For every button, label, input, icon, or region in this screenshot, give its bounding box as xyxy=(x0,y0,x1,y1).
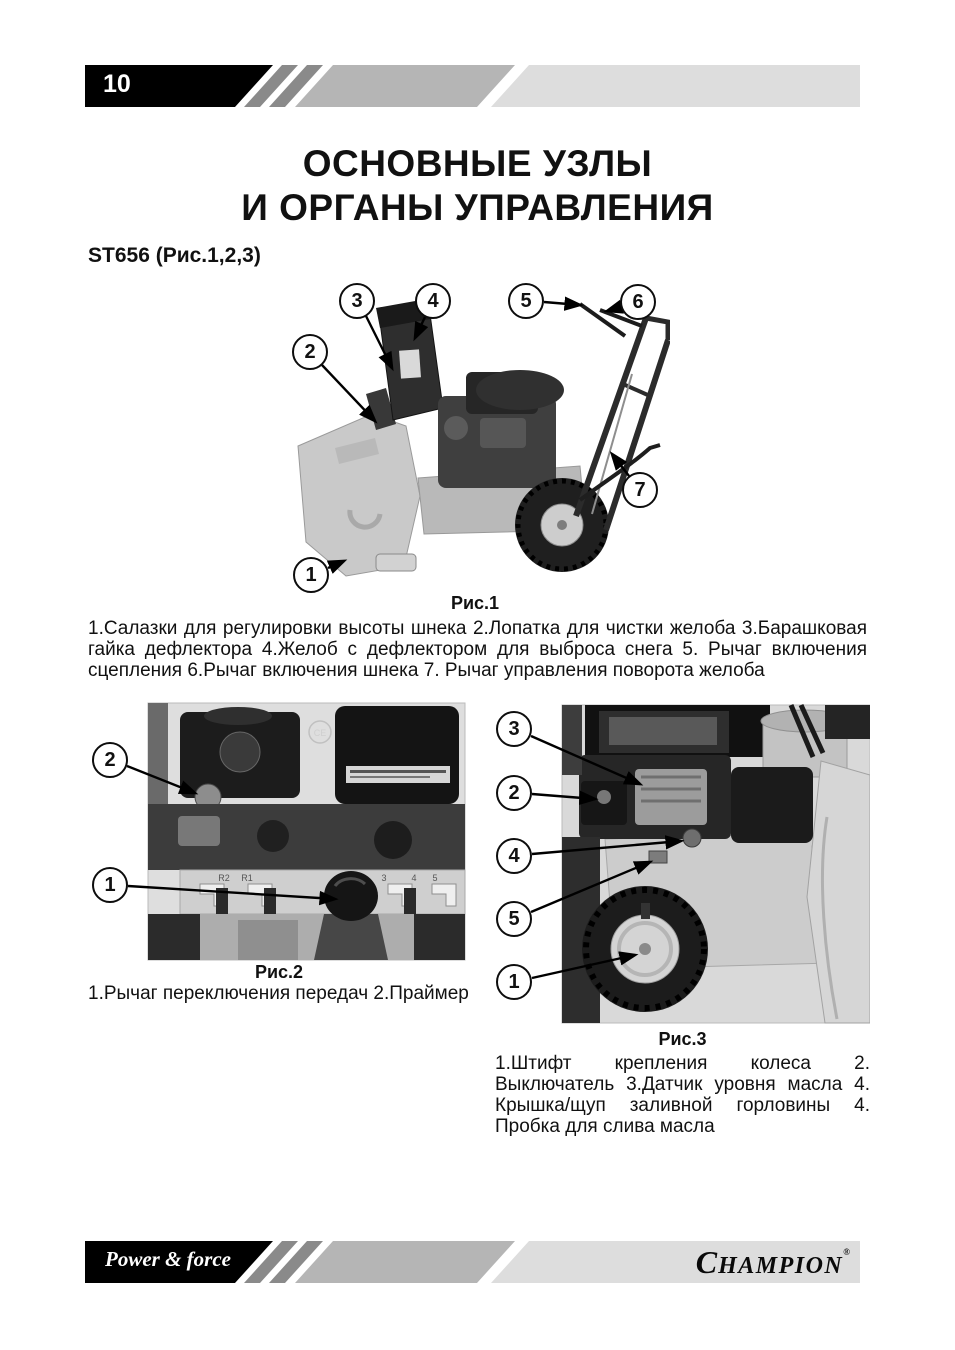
footer-band xyxy=(85,1241,860,1283)
fig1-callout-3-label: 3 xyxy=(351,289,363,312)
fig1-callout-4-label: 4 xyxy=(427,289,439,312)
champion-logo xyxy=(696,1244,850,1281)
figure-1 xyxy=(280,278,670,618)
fig1-callout-2-label: 2 xyxy=(304,340,316,363)
fig3-callout-2-label: 2 xyxy=(508,781,520,804)
fig1-callout-6-label: 6 xyxy=(632,290,644,313)
fig3-callout-5-label: 5 xyxy=(508,907,520,930)
fig2-callout-2-label: 2 xyxy=(104,748,116,771)
fig3-callout-5 xyxy=(496,901,532,937)
fig1-callout-3 xyxy=(339,283,375,319)
champion-logo-rest: HAMPION xyxy=(718,1253,844,1279)
figure2-illustration xyxy=(88,700,470,965)
page-title-line2: И ОРГАНЫ УПРАВЛЕНИЯ xyxy=(241,187,714,228)
figure2-caption: Рис.2 xyxy=(254,962,304,982)
power-force-logo: Power & force xyxy=(105,1247,231,1271)
fig2-callout-2 xyxy=(92,742,128,778)
registered-trademark-symbol: ® xyxy=(843,1247,850,1257)
fig3-callout-1-label: 1 xyxy=(508,970,520,993)
gear-label-4: 4 xyxy=(411,873,417,883)
snowblower-side-illustration xyxy=(298,298,668,576)
fig1-callout-1-label: 1 xyxy=(305,563,317,586)
figure1-illustration xyxy=(280,278,670,618)
figure3-description: 1.Штифт крепления колеса 2. Выключатель 3.Датчик уровня масла 4. Крышка/щуп заливной горловины 4. Пробка для слива масла xyxy=(495,1053,870,1137)
figure1-caption: Рис.1 xyxy=(450,593,500,613)
page-title-line1: ОСНОВНЫЕ УЗЛЫ xyxy=(302,143,653,184)
gear-label-3: 3 xyxy=(381,873,387,883)
figure2-description: 1.Рычаг переключения передач 2.Праймер xyxy=(88,983,469,1004)
model-subtitle: ST656 (Рис.1,2,3) xyxy=(88,244,261,267)
figure1-description: 1.Салазки для регулировки высоты шнека 2.Лопатка для чистки желоба 3.Барашковая гайка дефлектора 4.Желоб с дефлектором для выброса снега 5. Рычаг включения сцепления 6.Рычаг включения шнека 7. Рычаг управления поворота желоба xyxy=(88,618,867,681)
header-stripes-graphic xyxy=(85,65,860,107)
fig3-callout-2 xyxy=(496,775,532,811)
figure3-illustration xyxy=(495,697,870,1027)
fig3-callout-4 xyxy=(496,838,532,874)
figure-3 xyxy=(495,697,870,1147)
fig1-callout-5-label: 5 xyxy=(520,289,532,312)
header-band xyxy=(85,65,860,107)
page-number: 10 xyxy=(103,70,131,98)
fig1-callout-7-label: 7 xyxy=(634,478,646,501)
fig1-callout-1 xyxy=(293,557,329,593)
page-title xyxy=(0,142,955,230)
fig1-callout-6 xyxy=(620,284,656,320)
gear-label-r1: R1 xyxy=(241,873,253,883)
fig3-callout-3-label: 3 xyxy=(508,717,520,740)
fig3-callout-3 xyxy=(496,711,532,747)
engine-wheel-illustration xyxy=(562,705,870,1023)
engine-top-illustration xyxy=(148,703,465,960)
fig1-callout-7 xyxy=(622,472,658,508)
champion-logo-initial: C xyxy=(695,1244,719,1280)
gear-label-5: 5 xyxy=(432,873,438,883)
fig1-callout-4 xyxy=(415,283,451,319)
fig2-callout-1 xyxy=(92,867,128,903)
fig3-callout-1 xyxy=(496,964,532,1000)
gear-label-r2: R2 xyxy=(218,873,230,883)
ce-mark-label: CE xyxy=(313,728,327,738)
figure3-caption: Рис.3 xyxy=(658,1029,707,1049)
fig3-callout-4-label: 4 xyxy=(508,844,520,867)
fig2-callout-1-label: 1 xyxy=(104,873,116,896)
fig1-callout-2 xyxy=(292,334,328,370)
fig1-callout-5 xyxy=(508,283,544,319)
figure-2 xyxy=(88,700,470,1010)
